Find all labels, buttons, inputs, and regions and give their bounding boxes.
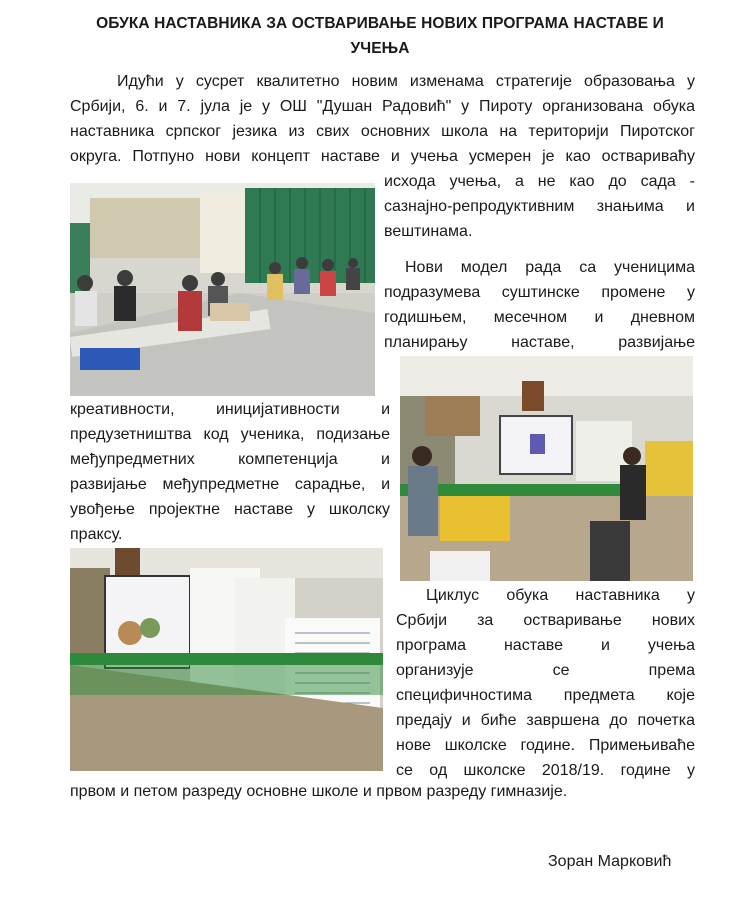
p3-line-3: програма наставе и учења [396, 637, 695, 654]
title-line-1: ОБУКА НАСТАВНИКА ЗА ОСТВАРИВАЊЕ НОВИХ ПРОГРАМА НАСТАВЕ И [96, 15, 664, 32]
wall-posters-photo [70, 548, 383, 771]
p1-line-3: наставника српског језика из свих основних школа на територији Пиротског [70, 123, 695, 140]
p2-line-1: Нови модел рада са ученицима [405, 259, 695, 276]
p3-line-9: првом и петом разреду основне школе и првом разреду гимназије. [70, 783, 568, 800]
author-signature: Зоран Марковић [548, 853, 672, 870]
p3-line-6: предају и биће завршена до почетка [396, 712, 695, 729]
p3-line-4: организује се према [396, 662, 695, 679]
p1-line-1: Идући у сусрет квалитетно новим изменама стратегије образовања у [117, 73, 695, 90]
p3-line-5: специфичностима предмета које [396, 687, 695, 704]
p1-line-7: вештинама. [384, 223, 473, 240]
p3-line-2: Србији за остваривање нових [396, 612, 695, 629]
p2-line-7: међупредметних компетенција и [70, 451, 390, 468]
title-line-2: УЧЕЊА [350, 40, 410, 57]
p3-line-1: Циклус обука наставника у [426, 587, 695, 604]
p2-line-2: подразумева суштинске промене у [384, 284, 695, 301]
p2-line-10: праксу. [70, 526, 123, 543]
p2-line-4: планирању наставе, развијање [384, 334, 695, 351]
p1-line-2: Србији, 6. и 7. јула је у ОШ "Душан Радовић" у Пироту организована обука [70, 98, 695, 115]
p2-line-5: креативности, иницијативности и [70, 401, 390, 418]
article-title [70, 11, 690, 61]
p2-line-9: увођење пројектне наставе у школску [70, 501, 390, 518]
p2-line-6: предузетништва код ученика, подизање [70, 426, 390, 443]
p1-line-4: округа. Потпуно нови концепт наставе и учења усмерен је као оствариваћу [70, 148, 695, 165]
p2-line-8: развијање међупредметне сарадње, и [70, 476, 390, 493]
p2-line-3: годишњем, месечном и дневном [384, 309, 695, 326]
p1-line-5: исхода учења, а не као до сада - [384, 173, 695, 190]
classroom-teachers-photo [70, 183, 375, 396]
p3-line-8: се од школске 2018/19. године у [396, 762, 695, 779]
presentation-room-photo [400, 356, 693, 581]
p1-line-6: сазнајно-репродуктивним знањима и [384, 198, 695, 215]
p3-line-7: нове школске године. Примењиваће [396, 737, 695, 754]
